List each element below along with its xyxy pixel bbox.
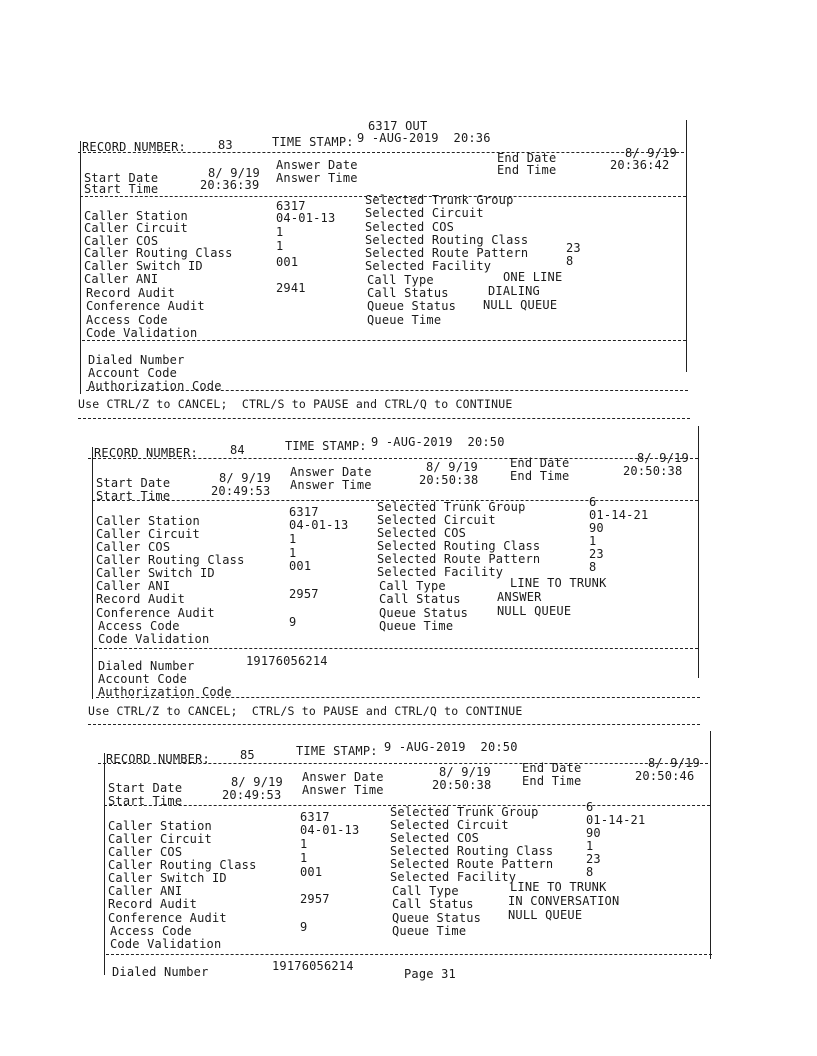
conference-audit-label: Conference Audit	[96, 606, 215, 620]
answer-date-label: Answer Date	[302, 770, 384, 784]
answer-time-label: Answer Time	[276, 171, 358, 185]
selected-circuit-label: Selected Circuit	[365, 206, 484, 220]
call-status: IN CONVERSATION	[508, 894, 620, 908]
selected-route-pattern-label: Selected Route Pattern	[390, 857, 554, 871]
call-type-label: Call Type	[379, 579, 446, 593]
caller-station-label: Caller Station	[84, 209, 188, 223]
start-date: 8/ 9/19	[208, 166, 260, 180]
access-code-label: Access Code	[98, 619, 180, 633]
answer-date: 8/ 9/19	[426, 460, 478, 474]
record-audit: 2941	[276, 281, 306, 295]
record-audit: 2957	[289, 587, 319, 601]
selected-facility-label: Selected Facility	[377, 565, 504, 579]
caller-circuit-label: Caller Circuit	[108, 832, 212, 846]
end-date: 8/ 9/19	[625, 146, 677, 160]
selected-routing-class-label: Selected Routing Class	[365, 233, 529, 247]
caller-cos: 1	[289, 532, 297, 546]
selected-routing-class-label: Selected Routing Class	[377, 539, 541, 553]
queue-status-label: Queue Status	[392, 911, 482, 925]
page-header: 6317 OUT	[368, 119, 428, 133]
start-date-label: Start Date	[96, 476, 171, 490]
start-time-label: Start Time	[84, 182, 159, 196]
time-stamp-label: TIME STAMP:	[296, 744, 378, 758]
caller-station: 6317	[300, 810, 330, 824]
call-status: ANSWER	[497, 590, 542, 604]
end-time: 20:36:42	[610, 158, 670, 172]
selected-cos: 90	[589, 521, 604, 535]
caller-circuit: 04-01-13	[300, 823, 360, 837]
time-stamp-label: TIME STAMP:	[272, 135, 354, 149]
end-date-label: End Date	[497, 151, 557, 165]
end-time-label: End Time	[522, 774, 582, 788]
selected-facility: 8	[566, 254, 574, 268]
selected-facility: 8	[589, 560, 597, 574]
queue-status: NULL QUEUE	[483, 298, 558, 312]
call-type: LINE TO TRUNK	[510, 880, 607, 894]
selected-circuit-label: Selected Circuit	[390, 818, 509, 832]
end-time: 20:50:46	[635, 769, 695, 783]
record-number: 83	[218, 138, 233, 152]
border	[92, 447, 93, 699]
divider	[86, 390, 688, 391]
selected-facility-label: Selected Facility	[365, 259, 492, 273]
access-code-label: Access Code	[110, 924, 192, 938]
conference-audit-label: Conference Audit	[86, 299, 205, 313]
selected-route-pattern: 23	[589, 547, 604, 561]
caller-ani-label: Caller ANI	[84, 272, 159, 286]
caller-switch-id-label: Caller Switch ID	[84, 259, 203, 273]
selected-cos-label: Selected COS	[390, 831, 480, 845]
answer-date: 8/ 9/19	[439, 765, 491, 779]
time-stamp: 9 -AUG-2019 20:50	[384, 740, 518, 754]
caller-switch-id-label: Caller Switch ID	[108, 871, 227, 885]
divider	[96, 697, 700, 698]
selected-trunk-group: 6	[589, 495, 597, 509]
dialed-number-label: Dialed Number	[112, 965, 209, 979]
divider	[88, 458, 698, 459]
selected-route-pattern: 23	[586, 852, 601, 866]
divider	[88, 724, 700, 725]
record-number-label: RECORD NUMBER:	[94, 446, 198, 460]
caller-circuit: 04-01-13	[289, 518, 349, 532]
queue-status-label: Queue Status	[379, 606, 469, 620]
border	[698, 426, 699, 678]
queue-status: NULL QUEUE	[497, 604, 572, 618]
record-audit-label: Record Audit	[86, 286, 176, 300]
code-validation-label: Code Validation	[110, 937, 222, 951]
caller-routing-class-label: Caller Routing Class	[96, 553, 245, 567]
answer-time: 20:50:38	[419, 473, 479, 487]
start-date-label: Start Date	[84, 171, 159, 185]
call-type: ONE LINE	[503, 270, 563, 284]
answer-time-label: Answer Time	[290, 478, 372, 492]
end-date-label: End Date	[522, 761, 582, 775]
access-code-label: Access Code	[86, 313, 168, 327]
start-time: 20:49:53	[222, 788, 282, 802]
selected-circuit-label: Selected Circuit	[377, 513, 496, 527]
access-code: 9	[289, 615, 297, 629]
record-number-label: RECORD NUMBER:	[106, 752, 210, 766]
caller-circuit: 04-01-13	[276, 211, 336, 225]
record-audit: 2957	[300, 892, 330, 906]
continue-prompt: Use CTRL/Z to CANCEL; CTRL/S to PAUSE and CTRL/Q to CONTINUE	[78, 397, 513, 411]
code-validation-label: Code Validation	[98, 632, 210, 646]
selected-circuit: 01-14-21	[589, 508, 649, 522]
queue-status: NULL QUEUE	[508, 908, 583, 922]
caller-circuit-label: Caller Circuit	[96, 527, 200, 541]
selected-trunk-group-label: Selected Trunk Group	[365, 193, 514, 207]
start-time: 20:49:53	[211, 484, 271, 498]
caller-switch-id: 001	[276, 255, 299, 269]
selected-trunk-group: 6	[586, 800, 594, 814]
start-date: 8/ 9/19	[219, 471, 271, 485]
answer-time: 20:50:38	[432, 778, 492, 792]
selected-routing-class: 1	[586, 839, 594, 853]
caller-circuit-label: Caller Circuit	[84, 221, 188, 235]
record-number: 85	[240, 748, 255, 762]
selected-routing-class-label: Selected Routing Class	[390, 844, 554, 858]
call-type-label: Call Type	[392, 884, 459, 898]
dialed-number: 19176056214	[272, 959, 354, 973]
caller-station: 6317	[276, 199, 306, 213]
authorization-code-label: Authorization Code	[88, 379, 222, 393]
call-status: DIALING	[488, 284, 540, 298]
divider	[82, 340, 686, 341]
call-type-label: Call Type	[367, 273, 434, 287]
end-time-label: End Time	[510, 469, 570, 483]
continue-prompt: Use CTRL/Z to CANCEL; CTRL/S to PAUSE and CTRL/Q to CONTINUE	[88, 704, 523, 718]
selected-route-pattern-label: Selected Route Pattern	[365, 246, 529, 260]
selected-facility-label: Selected Facility	[390, 870, 517, 884]
record-audit-label: Record Audit	[108, 897, 198, 911]
queue-status-label: Queue Status	[367, 299, 457, 313]
page-number: Page 31	[404, 967, 456, 981]
caller-station-label: Caller Station	[108, 819, 212, 833]
end-date: 8/ 9/19	[648, 756, 700, 770]
selected-circuit: 01-14-21	[586, 813, 646, 827]
end-date-label: End Date	[510, 456, 570, 470]
record-number: 84	[230, 443, 245, 457]
border	[104, 753, 105, 975]
call-status-label: Call Status	[392, 897, 474, 911]
time-stamp: 9 -AUG-2019 20:50	[371, 435, 505, 449]
authorization-code-label: Authorization Code	[98, 685, 232, 699]
call-status-label: Call Status	[379, 592, 461, 606]
selected-route-pattern-label: Selected Route Pattern	[377, 552, 541, 566]
start-date: 8/ 9/19	[231, 775, 283, 789]
divider	[78, 418, 690, 419]
start-time-label: Start Time	[96, 489, 171, 503]
caller-switch-id-label: Caller Switch ID	[96, 566, 215, 580]
answer-date-label: Answer Date	[290, 465, 372, 479]
call-type: LINE TO TRUNK	[510, 576, 607, 590]
caller-station: 6317	[289, 505, 319, 519]
selected-trunk-group-label: Selected Trunk Group	[377, 500, 526, 514]
call-status-label: Call Status	[367, 286, 449, 300]
time-stamp-label: TIME STAMP:	[285, 439, 367, 453]
answer-date-label: Answer Date	[276, 158, 358, 172]
caller-ani-label: Caller ANI	[108, 884, 183, 898]
code-validation-label: Code Validation	[86, 326, 198, 340]
selected-routing-class: 1	[589, 534, 597, 548]
selected-cos-label: Selected COS	[377, 526, 467, 540]
record-audit-label: Record Audit	[96, 592, 186, 606]
end-date: 8/ 9/19	[637, 451, 689, 465]
start-date-label: Start Date	[108, 781, 183, 795]
caller-ani-label: Caller ANI	[96, 579, 171, 593]
conference-audit-label: Conference Audit	[108, 911, 227, 925]
caller-routing-class: 1	[276, 239, 284, 253]
queue-time-label: Queue Time	[392, 924, 467, 938]
end-time: 20:50:38	[623, 464, 683, 478]
account-code-label: Account Code	[98, 672, 188, 686]
caller-routing-class-label: Caller Routing Class	[84, 246, 233, 260]
access-code: 9	[300, 920, 308, 934]
divider	[98, 763, 708, 764]
start-time-label: Start Time	[108, 794, 183, 808]
record-number-label: RECORD NUMBER:	[82, 140, 186, 154]
caller-routing-class-label: Caller Routing Class	[108, 858, 257, 872]
dialed-number-label: Dialed Number	[88, 353, 185, 367]
border	[710, 731, 711, 959]
dialed-number-label: Dialed Number	[98, 659, 195, 673]
caller-routing-class: 1	[289, 546, 297, 560]
selected-facility: 8	[586, 865, 594, 879]
time-stamp: 9 -AUG-2019 20:36	[357, 131, 491, 145]
divider	[106, 954, 712, 955]
queue-time-label: Queue Time	[379, 619, 454, 633]
caller-cos: 1	[300, 837, 308, 851]
queue-time-label: Queue Time	[367, 313, 442, 327]
caller-cos-label: Caller COS	[84, 234, 159, 248]
caller-cos: 1	[276, 225, 284, 239]
caller-cos-label: Caller COS	[108, 845, 183, 859]
selected-route-pattern: 23	[566, 241, 581, 255]
selected-cos: 90	[586, 826, 601, 840]
caller-switch-id: 001	[300, 865, 323, 879]
answer-time-label: Answer Time	[302, 783, 384, 797]
caller-station-label: Caller Station	[96, 514, 200, 528]
selected-cos-label: Selected COS	[365, 220, 455, 234]
selected-trunk-group-label: Selected Trunk Group	[390, 805, 539, 819]
start-time: 20:36:39	[200, 178, 260, 192]
caller-cos-label: Caller COS	[96, 540, 171, 554]
divider	[94, 648, 698, 649]
caller-routing-class: 1	[300, 851, 308, 865]
dialed-number: 19176056214	[246, 654, 328, 668]
account-code-label: Account Code	[88, 366, 178, 380]
caller-switch-id: 001	[289, 559, 312, 573]
end-time-label: End Time	[497, 163, 557, 177]
